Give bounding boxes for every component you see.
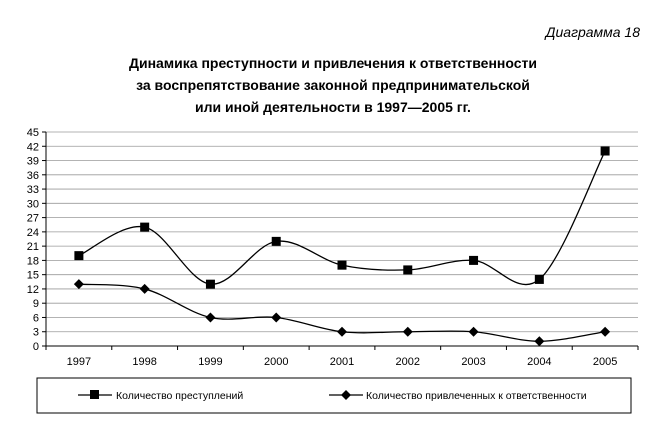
data-point-square	[535, 275, 544, 284]
chart-title-line-3: или иной деятельности в 1997—2005 гг.	[195, 99, 471, 115]
data-point-square	[74, 251, 83, 260]
y-tick-label: 12	[26, 283, 39, 296]
y-tick-label: 42	[26, 141, 39, 154]
data-point-square	[469, 256, 478, 265]
data-point-square	[338, 261, 347, 270]
data-point-diamond	[403, 327, 413, 337]
data-point-square	[140, 223, 149, 232]
y-tick-label: 3	[32, 326, 39, 339]
chart-title-line-1: Динамика преступности и привлечения к ответственности	[128, 55, 538, 71]
grid-lines	[46, 132, 638, 346]
y-tick-label: 30	[26, 198, 39, 211]
data-point-diamond	[271, 312, 281, 322]
y-tick-label: 27	[26, 212, 39, 225]
y-tick-label: 0	[32, 341, 39, 353]
data-point-diamond	[534, 336, 544, 346]
data-point-diamond	[74, 279, 84, 289]
x-axis	[46, 346, 638, 368]
legend-square-marker	[90, 390, 99, 399]
figure-label: Диаграмма 18	[545, 24, 640, 40]
data-point-diamond	[469, 327, 479, 337]
y-tick-label: 21	[26, 241, 39, 254]
x-tick-label: 2004	[527, 356, 552, 368]
x-tick-label: 2003	[461, 356, 486, 368]
data-point-diamond	[337, 327, 347, 337]
y-tick-label: 15	[26, 269, 39, 282]
x-tick-label: 2001	[329, 356, 355, 368]
x-tick-label: 1997	[66, 356, 92, 368]
x-tick-label: 1998	[132, 356, 157, 368]
y-tick-label: 45	[26, 127, 39, 139]
data-point-square	[206, 280, 215, 289]
data-point-diamond	[205, 312, 215, 322]
x-tick-label: 2002	[395, 356, 421, 368]
legend-label-crimes: Количество преступлений	[116, 390, 244, 402]
data-point-square	[272, 237, 281, 246]
legend-label-prosecuted: Количество привлеченных к ответственности	[366, 390, 587, 402]
y-axis	[27, 127, 46, 353]
y-tick-label: 6	[32, 312, 39, 325]
y-tick-label: 24	[26, 226, 39, 239]
data-point-diamond	[600, 327, 610, 337]
chart-title-line-2: за воспрепятствование законной предпринимательской	[136, 77, 530, 93]
x-tick-label: 2005	[592, 356, 618, 368]
data-point-square	[601, 147, 610, 156]
x-tick-label: 1999	[198, 356, 223, 368]
y-tick-label: 9	[32, 298, 39, 311]
y-tick-label: 39	[26, 155, 39, 168]
data-point-diamond	[140, 284, 150, 294]
legend	[37, 378, 631, 413]
data-point-square	[403, 265, 412, 274]
y-tick-label: 18	[26, 255, 39, 268]
y-tick-label: 36	[26, 169, 39, 182]
y-tick-label: 33	[26, 184, 39, 197]
x-tick-label: 2000	[263, 356, 289, 368]
